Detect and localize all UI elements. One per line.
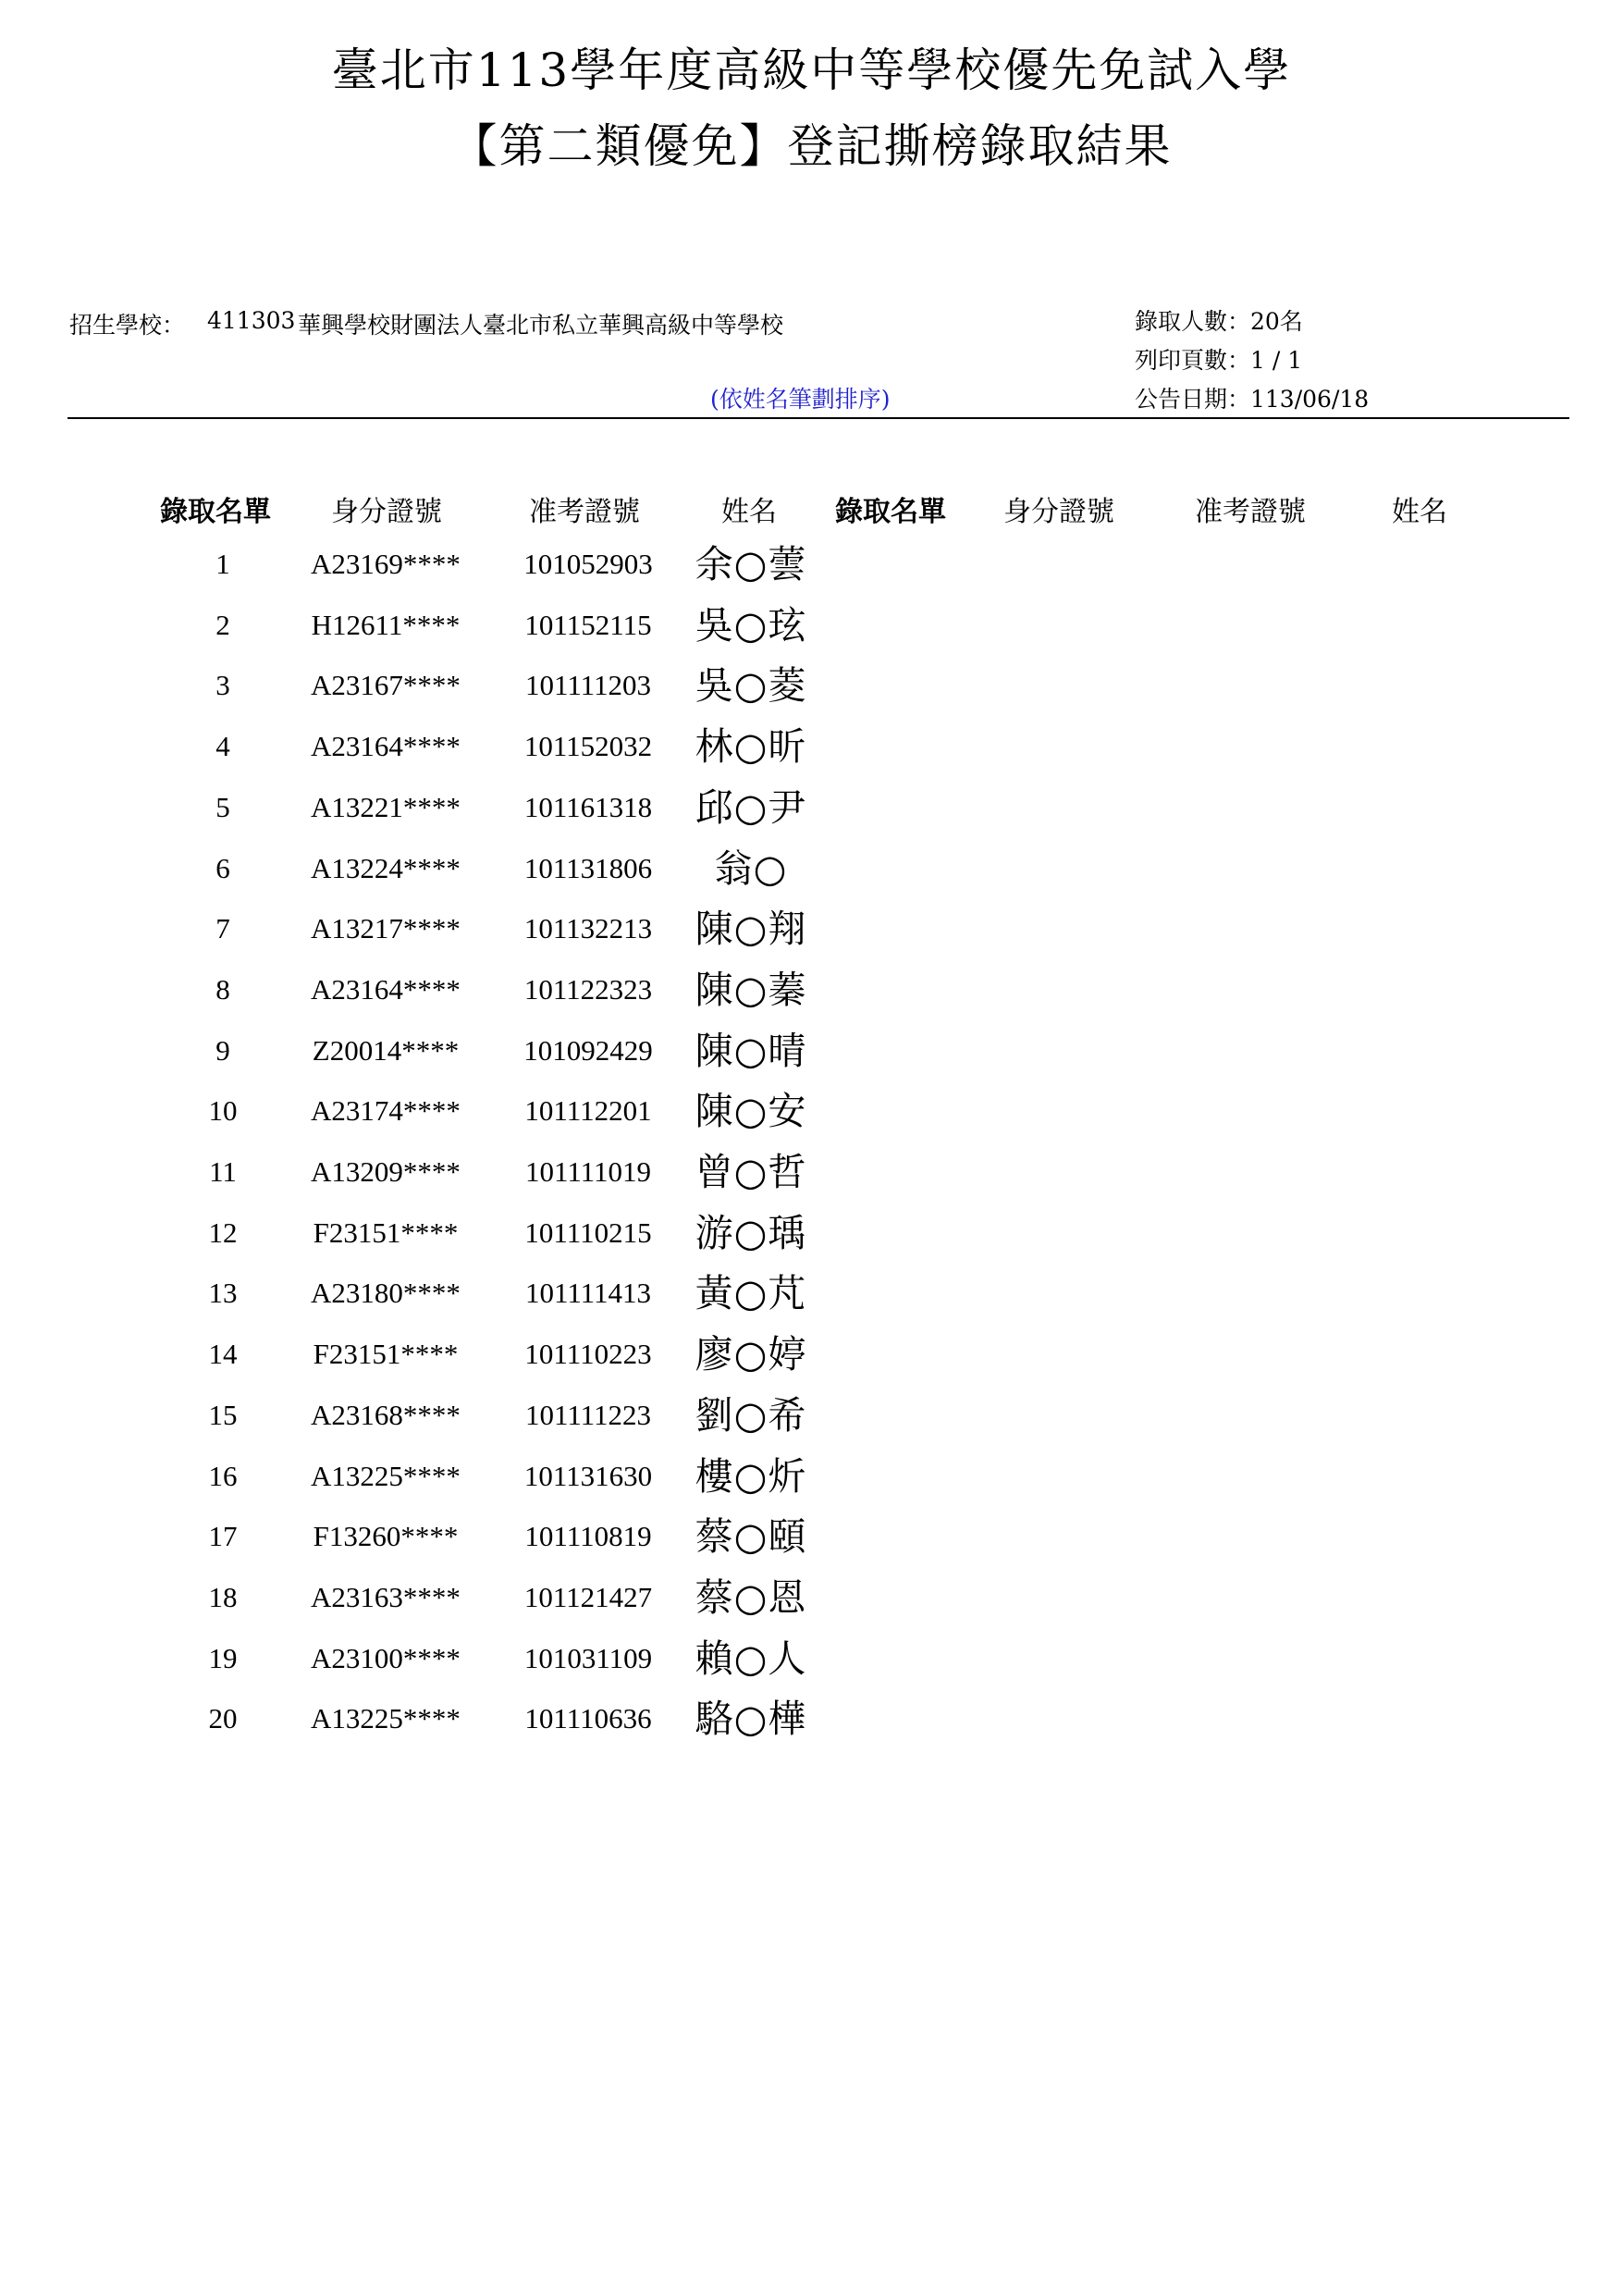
exam-number: 101031109 — [523, 1641, 653, 1674]
exam-number: 101110636 — [524, 1702, 652, 1735]
id-number: A13209**** — [311, 1155, 461, 1188]
row-number: 10 — [208, 1094, 238, 1128]
exam-number: 101111203 — [524, 669, 652, 702]
exam-number: 101161318 — [523, 790, 653, 823]
id-number: A23164**** — [311, 730, 461, 763]
row-number: 14 — [208, 1338, 238, 1371]
document-title: 臺北市113學年度高級中等學校優先免試入學 — [331, 43, 1292, 97]
exam-number: 101122323 — [523, 972, 653, 1006]
id-number: A23164**** — [311, 972, 461, 1006]
student-name: 余○蕓 — [695, 542, 807, 586]
id-number: H12611**** — [311, 608, 461, 641]
exam-number: 101111019 — [524, 1155, 652, 1188]
col-head-exam-right: 准考證號 — [1195, 496, 1306, 528]
exam-number: 101152115 — [524, 608, 652, 641]
student-name: 陳○晴 — [695, 1028, 807, 1073]
table-row — [0, 1446, 1623, 1507]
id-number: A23163**** — [311, 1580, 461, 1613]
school-name: 華興學校財團法人臺北市私立華興高級中等學校 — [298, 312, 784, 339]
row-number: 12 — [208, 1216, 238, 1249]
id-number: A13225**** — [311, 1702, 461, 1735]
exam-number: 101132213 — [523, 912, 653, 945]
row-number: 17 — [208, 1520, 238, 1553]
col-head-exam-left: 准考證號 — [529, 496, 640, 528]
table-row — [0, 838, 1623, 899]
id-number: F23151**** — [313, 1216, 459, 1249]
col-head-id-right: 身分證號 — [1003, 496, 1114, 528]
row-number: 19 — [208, 1641, 238, 1674]
table-row — [0, 1142, 1623, 1203]
student-name: 邱○尹 — [695, 784, 807, 830]
exam-number: 101092429 — [523, 1033, 653, 1067]
table-row — [0, 959, 1623, 1020]
id-number: A23169**** — [311, 548, 461, 580]
table-row — [0, 777, 1623, 838]
table-row — [0, 534, 1623, 595]
student-name: 吳○玹 — [695, 602, 807, 648]
student-name: 蔡○恩 — [695, 1574, 807, 1620]
student-name: 陳○安 — [695, 1089, 807, 1134]
col-head-admit-list-left: 錄取名單 — [160, 496, 271, 528]
row-number: 16 — [208, 1459, 238, 1492]
student-name: 曾○哲 — [695, 1150, 807, 1194]
col-head-id-left: 身分證號 — [331, 496, 442, 528]
row-number: 15 — [208, 1398, 238, 1431]
col-head-name-right: 姓名 — [1392, 496, 1447, 528]
table-row — [0, 595, 1623, 656]
table-row — [0, 1080, 1623, 1142]
id-number: A13224**** — [311, 851, 461, 884]
student-name: 陳○翔 — [695, 907, 807, 952]
table-row — [0, 1203, 1623, 1264]
student-name: 游○瑀 — [695, 1210, 807, 1255]
id-number: A23100**** — [311, 1641, 461, 1674]
student-name: 林○昕 — [695, 724, 807, 770]
col-head-name-left: 姓名 — [721, 496, 777, 528]
row-number: 11 — [209, 1155, 237, 1188]
table-row — [0, 1567, 1623, 1628]
id-number: A13225**** — [311, 1459, 461, 1492]
student-name: 黃○芃 — [695, 1271, 807, 1316]
student-name: 廖○婷 — [695, 1332, 807, 1377]
exam-number: 101110819 — [524, 1520, 652, 1553]
row-number: 2 — [215, 608, 230, 641]
table-row — [0, 1385, 1623, 1446]
exam-number: 101111223 — [524, 1398, 652, 1431]
id-number: A13221**** — [311, 790, 461, 823]
table-row — [0, 655, 1623, 716]
student-name: 陳○蓁 — [695, 967, 807, 1012]
document-subtitle: 【第二類優免】登記撕榜錄取結果 — [450, 119, 1173, 173]
col-head-admit-list-right: 錄取名單 — [835, 496, 946, 528]
table-row — [0, 1020, 1623, 1081]
exam-number: 101112201 — [524, 1094, 652, 1128]
table-row — [0, 1688, 1623, 1749]
row-number: 4 — [215, 730, 230, 763]
page-info: 列印頁數：1 / 1 — [1135, 347, 1303, 374]
row-number: 18 — [208, 1580, 238, 1613]
id-number: A23167**** — [311, 669, 461, 702]
id-number: A23180**** — [311, 1277, 461, 1310]
row-number: 5 — [215, 790, 230, 823]
table-row — [0, 1628, 1623, 1689]
row-number: 13 — [208, 1277, 238, 1310]
row-number: 8 — [215, 972, 230, 1006]
admit-count: 錄取人數：20名 — [1135, 308, 1303, 335]
exam-number: 101131806 — [523, 851, 653, 884]
student-name: 蔡○頤 — [695, 1514, 807, 1560]
exam-number: 101110223 — [524, 1338, 652, 1371]
school-code: 411303 — [207, 307, 296, 334]
exam-number: 101052903 — [523, 548, 653, 580]
id-number: Z20014**** — [312, 1033, 460, 1067]
table-row — [0, 1263, 1623, 1324]
table-row — [0, 898, 1623, 959]
table-row — [0, 1324, 1623, 1385]
header-divider — [68, 417, 1569, 419]
id-number: A23174**** — [311, 1094, 461, 1128]
row-number: 20 — [208, 1702, 238, 1735]
id-number: F23151**** — [313, 1338, 459, 1371]
announce-date: 公告日期：113/06/18 — [1135, 386, 1370, 413]
table-row — [0, 1506, 1623, 1567]
row-number: 1 — [215, 548, 230, 580]
row-number: 6 — [215, 851, 230, 884]
sort-note: (依姓名筆劃排序) — [710, 386, 891, 413]
id-number: A23168**** — [311, 1398, 461, 1431]
student-name: 吳○菱 — [695, 663, 807, 709]
id-number: F13260**** — [313, 1520, 459, 1553]
table-row — [0, 716, 1623, 777]
school-label: 招生學校： — [69, 312, 186, 339]
exam-number: 101110215 — [524, 1216, 652, 1249]
exam-number: 101131630 — [523, 1459, 653, 1492]
student-name: 翁○ — [714, 846, 788, 891]
exam-number: 101121427 — [523, 1580, 653, 1613]
student-name: 駱○樺 — [695, 1697, 807, 1742]
row-number: 9 — [215, 1033, 230, 1067]
student-name: 樓○炘 — [695, 1453, 807, 1499]
row-number: 7 — [215, 912, 230, 945]
student-name: 劉○希 — [695, 1392, 807, 1438]
exam-number: 101152032 — [523, 730, 653, 763]
exam-number: 101111413 — [524, 1277, 652, 1310]
id-number: A13217**** — [311, 912, 461, 945]
student-name: 賴○人 — [695, 1636, 807, 1681]
row-number: 3 — [215, 669, 230, 702]
